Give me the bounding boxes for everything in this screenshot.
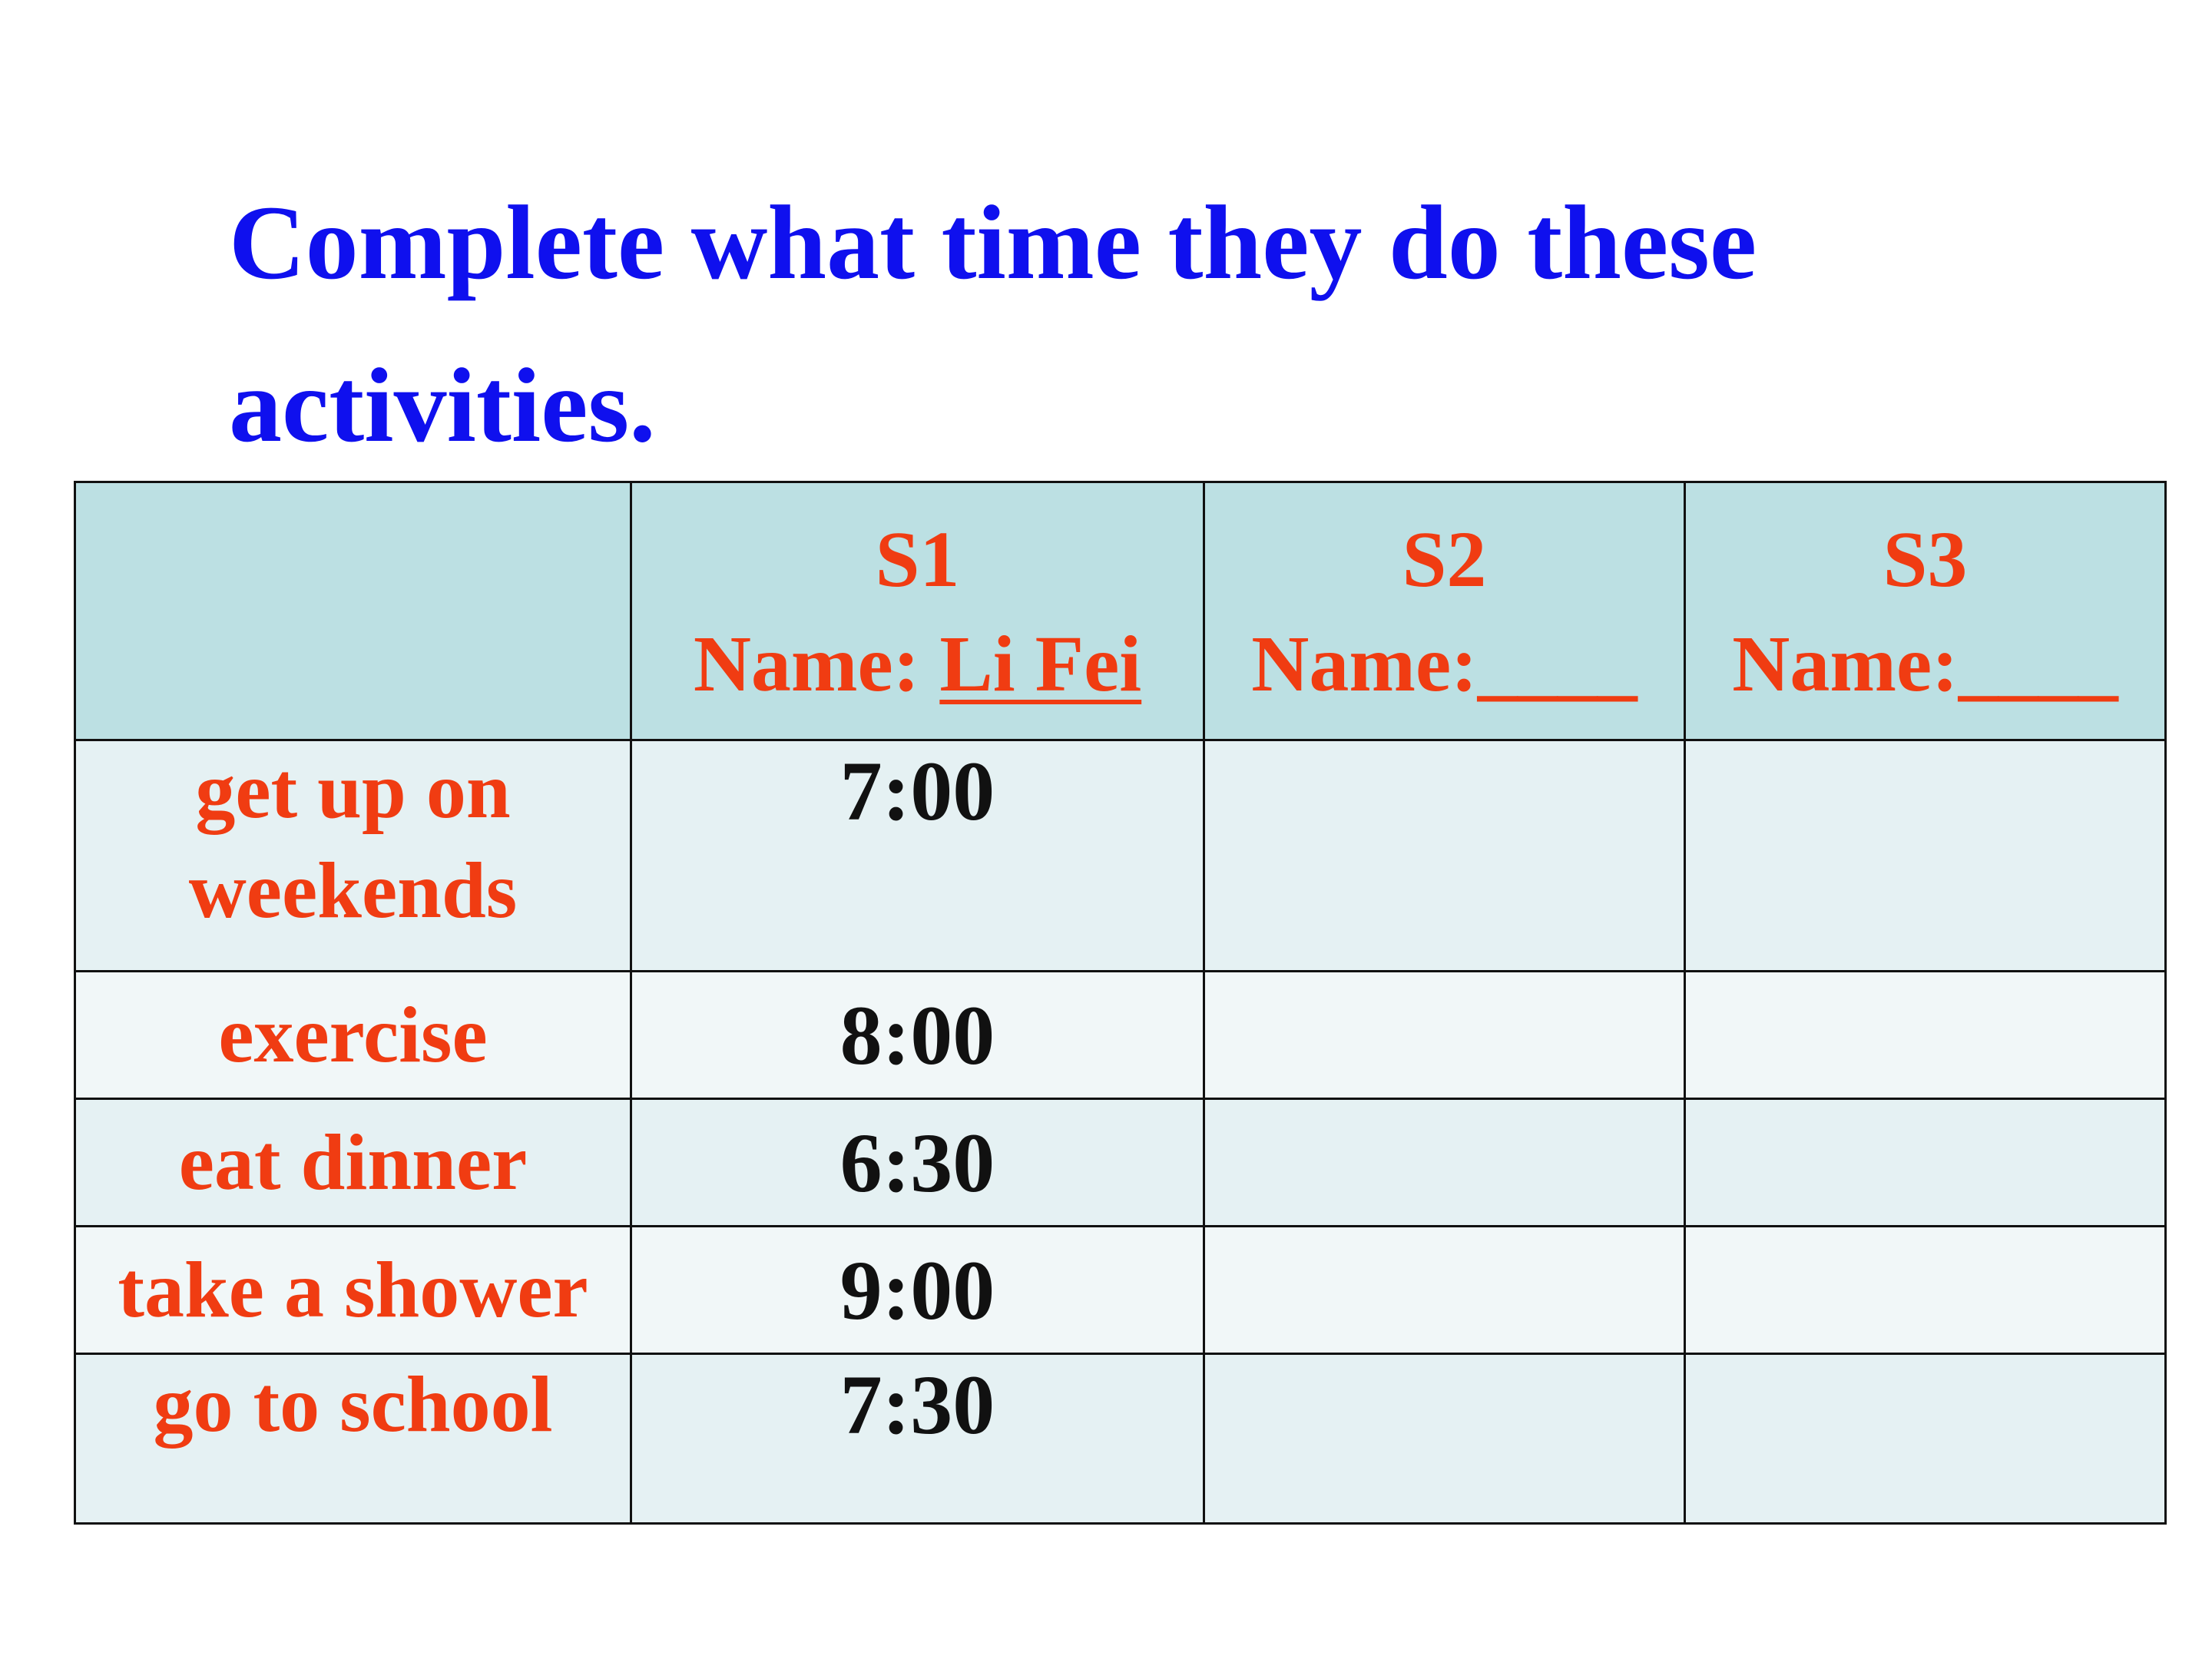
header-student-2 <box>1204 482 1685 740</box>
student-name-line <box>1686 612 2164 717</box>
time-cell-s1: 6:30 <box>631 1099 1204 1227</box>
name-prefix: Name: <box>1251 619 1478 708</box>
student-name-line <box>632 612 1203 717</box>
student-label: S3 <box>1883 515 1968 604</box>
time-cell-s2 <box>1204 1227 1685 1354</box>
name-prefix: Name: <box>693 619 940 708</box>
student-name-line <box>1205 612 1684 717</box>
activity-cell: get up on weekends <box>75 740 631 972</box>
time-cell-s1: 9:00 <box>631 1227 1204 1354</box>
time-cell-s3 <box>1685 1227 2166 1354</box>
time-cell-s3 <box>1685 972 2166 1099</box>
header-corner-cell <box>75 482 631 740</box>
time-cell-s2 <box>1204 1099 1685 1227</box>
table-row <box>75 1227 2166 1354</box>
name-blank: ____ <box>1958 619 2118 708</box>
activity-cell: take a shower <box>75 1227 631 1354</box>
table-row <box>75 1354 2166 1524</box>
activity-cell: go to school <box>75 1354 631 1524</box>
time-cell-s1: 7:30 <box>631 1354 1204 1524</box>
name-value: Li Fei <box>939 619 1142 708</box>
time-cell-s1: 8:00 <box>631 972 1204 1099</box>
time-cell-s3 <box>1685 740 2166 972</box>
activity-cell: eat dinner <box>75 1099 631 1227</box>
time-cell-s2 <box>1204 740 1685 972</box>
student-label: S1 <box>875 515 960 604</box>
table-row <box>75 1099 2166 1227</box>
activity-time-table <box>74 481 2167 1525</box>
time-cell-s3 <box>1685 1354 2166 1524</box>
time-cell-s1: 7:00 <box>631 740 1204 972</box>
time-cell-s3 <box>1685 1099 2166 1227</box>
activity-cell: exercise <box>75 972 631 1099</box>
page-title: Complete what time they do these activities. <box>229 184 1757 464</box>
table-row <box>75 972 2166 1099</box>
time-cell-s2 <box>1204 972 1685 1099</box>
header-student-3 <box>1685 482 2166 740</box>
time-cell-s2 <box>1204 1354 1685 1524</box>
table-header-row <box>75 482 2166 740</box>
name-prefix: Name: <box>1732 619 1959 708</box>
header-student-1 <box>631 482 1204 740</box>
table-row <box>75 740 2166 972</box>
name-blank: ____ <box>1477 619 1637 708</box>
student-label: S2 <box>1402 515 1487 604</box>
